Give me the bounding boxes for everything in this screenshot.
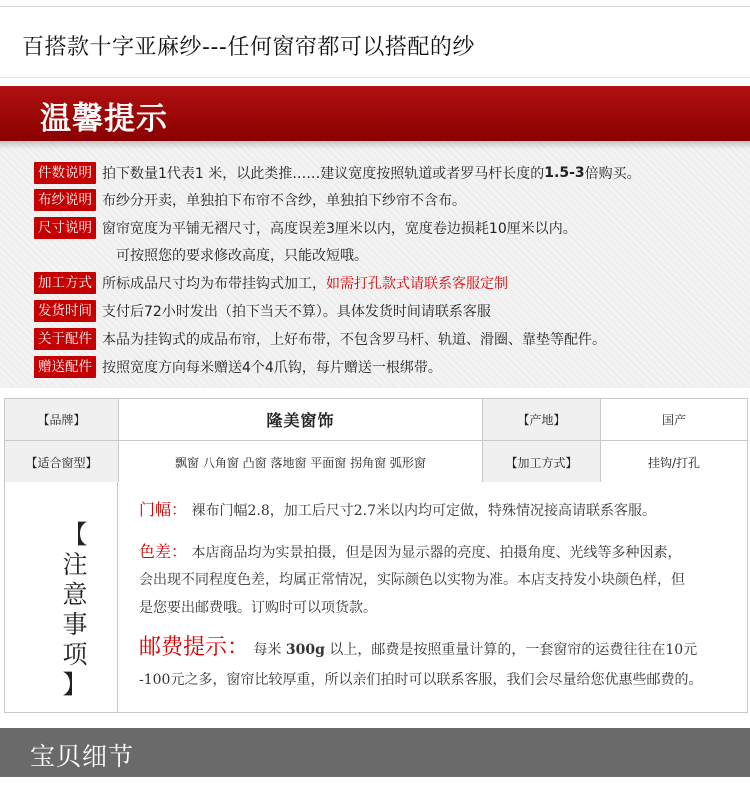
- spec-value-window: 飘窗 八角窗 凸窗 落地窗 平面窗 拐角窗 弧形窗: [119, 441, 483, 483]
- spec-label-window: 【适合窗型】: [5, 441, 119, 483]
- divider: [0, 6, 750, 7]
- notice-post-text: 以上，邮费是按照重量计算的，一套窗帘的运费往往在10元: [324, 642, 698, 658]
- tip-text-highlight: 如需打孔款式请联系客服定制: [326, 276, 508, 292]
- tip-tag: 尺寸说明: [34, 217, 96, 239]
- tip-tag: 件数说明: [34, 162, 96, 184]
- notice-door-text: 裸布门幅2.8，加工后尺寸2.7米以内均可定做，特殊情况接高请联系客服。: [191, 503, 656, 519]
- notice-color-text: 会出现不同程度色差，均属正常情况，实际颜色以实物为准。本店支持发小块颜色样，但: [139, 572, 685, 588]
- tip-row-process: [34, 272, 508, 294]
- page-title: 百搭款十字亚麻纱---任何窗帘都可以搭配的纱: [22, 35, 475, 60]
- notice-panel: [4, 482, 748, 713]
- notice-heading-char: 事: [62, 610, 88, 639]
- spec-table: [4, 398, 748, 484]
- notice-heading-char: 意: [62, 580, 88, 609]
- notice-color-text: 本店商品均为实景拍摄，但是因为显示器的亮度、拍摄角度、光线等多种因素，: [191, 545, 682, 561]
- spec-label-brand: 【品牌】: [5, 399, 119, 441]
- detail-banner: [0, 728, 750, 777]
- notice-post-label: 邮费提示：: [139, 635, 250, 660]
- notice-post-line: [139, 669, 702, 689]
- banner-shadow: [0, 141, 750, 149]
- spec-value-origin: 国产: [601, 399, 747, 441]
- spec-value-brand: 隆美窗饰: [119, 399, 483, 441]
- page-bottom: [0, 777, 750, 791]
- tip-text: 可按照您的要求修改高度，只能改短哦。: [116, 248, 368, 264]
- tip-text: 支付后72小时发出（拍下当天不算）。具体发货时间请联系客服: [102, 304, 491, 320]
- tip-text: 倍购买。: [584, 166, 641, 182]
- notice-heading-char: 【: [62, 520, 88, 549]
- tip-text: 按照宽度方向每米赠送4个4爪钩，每片赠送一根绑带。: [102, 360, 442, 376]
- divider: [0, 77, 750, 78]
- notice-heading: [61, 520, 89, 700]
- tip-tag: 赠送配件: [34, 356, 96, 378]
- notice-color-label: 色差：: [139, 542, 188, 561]
- notice-post-line: [139, 630, 697, 661]
- tip-tag: 布纱说明: [34, 189, 96, 211]
- detail-banner-title: 宝贝细节: [30, 742, 135, 771]
- notice-post-weight: 300g: [285, 642, 325, 658]
- tip-tag: 加工方式: [34, 272, 96, 294]
- notice-side: [5, 482, 118, 712]
- tip-row-gifts: [34, 356, 442, 378]
- tip-text: 拍下数量1代表1 米，以此类推……建议宽度按照轨道或者罗马杆长度的: [102, 166, 545, 182]
- notice-door-line: [139, 497, 656, 520]
- spec-value-process: 挂钩/打孔: [647, 455, 701, 470]
- notice-color-line: [139, 539, 681, 562]
- notice-heading-char: 项: [62, 640, 88, 669]
- tip-tag: 发货时间: [34, 300, 96, 322]
- tip-row-size-extra: [34, 244, 368, 266]
- tip-row-accessories: [34, 328, 606, 350]
- notice-post-text: 每米: [253, 642, 286, 658]
- notice-heading-char: 注: [62, 550, 88, 579]
- spec-label-process: 【加工方式】: [483, 441, 601, 483]
- tips-section: [0, 86, 750, 388]
- page-header: [0, 0, 750, 86]
- tip-text: 窗帘宽度为平铺无褶尺寸，高度误差3厘米以内，宽度卷边损耗10厘米以内。: [102, 221, 577, 237]
- tip-text: 本品为挂钩式的成品布帘，上好布带，不包含罗马杆、轨道、滑圈、靠垫等配件。: [102, 332, 606, 348]
- spec-label-origin: 【产地】: [483, 399, 601, 441]
- tip-text-strong: 1.5-3: [544, 165, 585, 181]
- tips-banner-title: 温馨提示: [40, 101, 168, 137]
- tip-row-shipping: [34, 300, 491, 322]
- notice-door-label: 门幅：: [139, 500, 188, 519]
- notice-post-text: -100元之多，窗帘比较厚重，所以亲们拍时可以联系客服，我们会尽量给您优惠些邮费的。: [139, 672, 703, 688]
- tip-text: 布纱分开卖，单独拍下布帘不含纱，单独拍下纱帘不含布。: [102, 193, 466, 209]
- tip-row-fabric: [34, 189, 466, 211]
- tip-text: 所标成品尺寸均为布带挂钩式加工，: [102, 276, 326, 292]
- tip-row-size: [34, 217, 577, 239]
- tip-tag: 关于配件: [34, 328, 96, 350]
- tips-banner: [0, 86, 750, 141]
- tip-row-quantity: [34, 162, 641, 184]
- notice-color-text: 是您要出邮费哦。订购时可以项货款。: [139, 600, 377, 616]
- notice-color-line: [139, 569, 685, 589]
- notice-color-line: [139, 597, 377, 617]
- notice-heading-char: 】: [62, 670, 88, 699]
